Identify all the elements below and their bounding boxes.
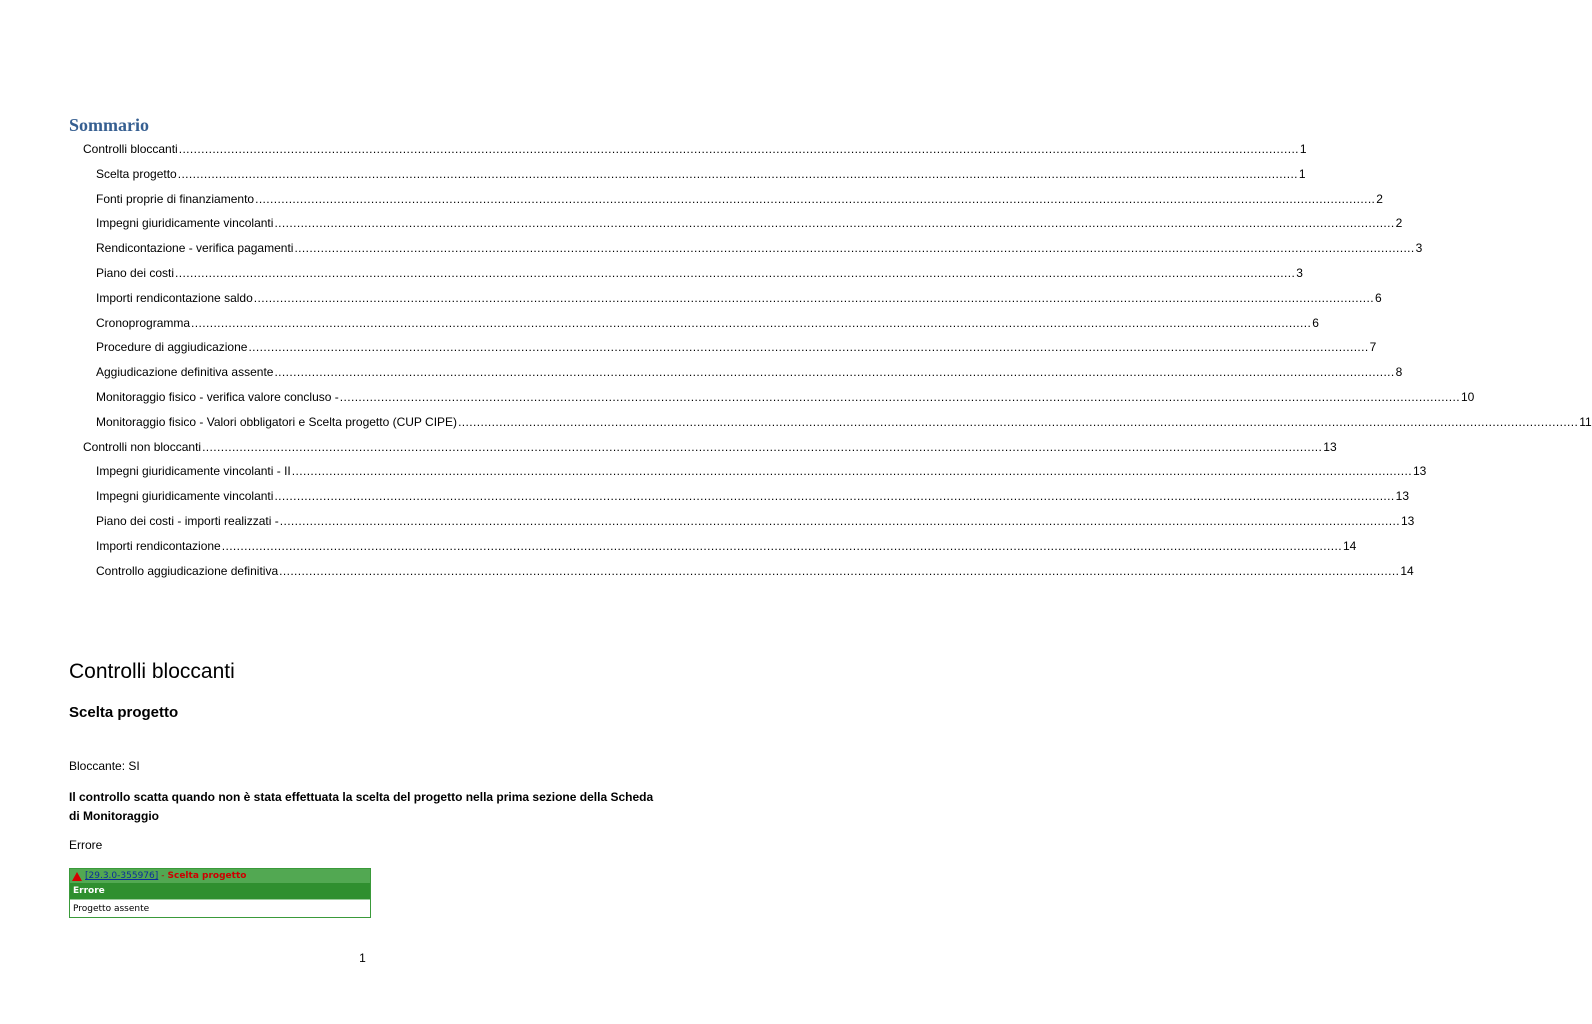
toc-leader-dots: ............................................................................................................................................................................................................................................................................................................	[339, 390, 1460, 404]
toc-entry-page: 2	[1376, 192, 1383, 206]
toc-entry-title: Piano dei costi	[96, 266, 175, 280]
toc-entry-page: 10	[1460, 390, 1475, 404]
toc-leader-dots: ............................................................................................................................................................................................................................................................................................................	[274, 489, 1395, 503]
section-title: Controlli bloccanti	[69, 660, 235, 683]
toc-leader-dots: ............................................................................................................................................................................................................................................................................................................	[191, 316, 1312, 330]
toc-entry-title: Importi rendicontazione	[96, 539, 221, 553]
toc-entry-title: Impegni giuridicamente vincolanti	[96, 489, 274, 503]
toc-leader-dots: ............................................................................................................................................................................................................................................................................................................	[294, 241, 1415, 255]
toc-entry-page: 14	[1342, 539, 1357, 553]
toc-entry[interactable]	[96, 512, 1415, 528]
toc-entry[interactable]	[96, 462, 1427, 478]
toc-entry-title: Cronoprogramma	[96, 316, 191, 330]
toc-entry[interactable]	[96, 239, 1423, 255]
toc-entry-page: 6	[1374, 291, 1382, 305]
toc-entry-page: 13	[1323, 440, 1337, 454]
toc-entry-page: 6	[1312, 316, 1319, 330]
control-description: Il controllo scatta quando non è stata effettuata la scelta del progetto nella prima sezione della Scheda di Monitoraggio	[69, 790, 654, 823]
toc-entry-title: Procedure di aggiudicazione	[96, 340, 248, 354]
toc-leader-dots: ............................................................................................................................................................................................................................................................................................................	[253, 291, 1374, 305]
toc-entry-page: 14	[1400, 564, 1414, 578]
error-code-link[interactable]: [29.3.0-355976]	[85, 871, 159, 881]
toc-entry[interactable]	[96, 338, 1377, 354]
toc-leader-dots: ............................................................................................................................................................................................................................................................................................................	[248, 340, 1369, 354]
toc-entry-page: 8	[1395, 365, 1403, 379]
error-label: Errore	[69, 838, 103, 852]
error-name: Scelta progetto	[167, 871, 247, 881]
toc-entry-title: Monitoraggio fisico - verifica valore concluso -	[96, 390, 339, 404]
error-message: Progetto assente	[70, 899, 370, 918]
toc-leader-dots: ............................................................................................................................................................................................................................................................................................................	[175, 266, 1296, 280]
toc-entry[interactable]	[83, 140, 1307, 156]
toc-entry-title: Scelta progetto	[96, 167, 177, 181]
toc-entry[interactable]	[96, 413, 1592, 429]
toc-entry[interactable]	[96, 487, 1409, 503]
toc-entry-page: 11	[1579, 415, 1592, 429]
toc-leader-dots: ............................................................................................................................................................................................................................................................................................................	[255, 192, 1376, 206]
error-screenshot	[69, 868, 371, 918]
toc-entry[interactable]	[96, 363, 1403, 379]
toc-entry-title: Impegni giuridicamente vincolanti - II	[96, 464, 291, 478]
toc-entry-page: 2	[1395, 216, 1403, 230]
toc-entry-page: 13	[1395, 489, 1409, 503]
toc-entry-title: Piano dei costi - importi realizzati -	[96, 514, 279, 528]
toc-entry[interactable]	[96, 289, 1382, 305]
toc-entry-page: 1	[1299, 142, 1307, 156]
toc-leader-dots: ............................................................................................................................................................................................................................................................................................................	[178, 142, 1299, 156]
toc-leader-dots: ............................................................................................................................................................................................................................................................................................................	[202, 440, 1323, 454]
toc-entry[interactable]	[96, 562, 1414, 578]
toc-entry-title: Importi rendicontazione saldo	[96, 291, 253, 305]
subsection-title: Scelta progetto	[69, 704, 179, 721]
error-title-bar	[70, 869, 370, 883]
toc-entry-page: 1	[1298, 167, 1306, 181]
toc-leader-dots: ............................................................................................................................................................................................................................................................................................................	[291, 464, 1412, 478]
toc-entry-page: 3	[1415, 241, 1423, 255]
toc-entry[interactable]	[96, 214, 1403, 230]
error-header: Errore	[70, 883, 370, 899]
toc-entry[interactable]	[96, 165, 1306, 181]
toc-entry-page: 3	[1296, 266, 1303, 280]
toc-leader-dots: ............................................................................................................................................................................................................................................................................................................	[279, 514, 1400, 528]
toc-entry-title: Fonti proprie di finanziamento	[96, 192, 255, 206]
bloccante-text: Bloccante: SI	[69, 759, 140, 773]
toc-entry-title: Impegni giuridicamente vincolanti	[96, 216, 274, 230]
toc-entry-page: 7	[1369, 340, 1377, 354]
error-separator: -	[161, 871, 165, 881]
toc-entry-title: Controlli bloccanti	[83, 142, 178, 156]
toc-entry-title: Monitoraggio fisico - Valori obbligatori e Scelta progetto (CUP CIPE)	[96, 415, 458, 429]
toc-entry-title: Aggiudicazione definitiva assente	[96, 365, 274, 379]
toc-entry[interactable]	[96, 264, 1303, 280]
toc-entry-title: Controllo aggiudicazione definitiva	[96, 564, 279, 578]
toc-entry-page: 13	[1400, 514, 1415, 528]
toc-entry[interactable]	[83, 438, 1337, 454]
toc-leader-dots: ............................................................................................................................................................................................................................................................................................................	[279, 564, 1400, 578]
toc-entry[interactable]	[96, 537, 1357, 553]
toc-leader-dots: ............................................................................................................................................................................................................................................................................................................	[274, 216, 1395, 230]
toc-entry[interactable]	[96, 314, 1319, 330]
toc-entry-title: Controlli non bloccanti	[83, 440, 202, 454]
toc-entry[interactable]	[96, 388, 1475, 404]
page-number: 1	[359, 951, 366, 965]
toc-entry-page: 13	[1412, 464, 1427, 478]
toc-heading: Sommario	[69, 115, 149, 135]
toc-leader-dots: ............................................................................................................................................................................................................................................................................................................	[458, 415, 1579, 429]
toc-leader-dots: ............................................................................................................................................................................................................................................................................................................	[274, 365, 1395, 379]
toc-leader-dots: ............................................................................................................................................................................................................................................................................................................	[221, 539, 1342, 553]
toc-entry-title: Rendicontazione - verifica pagamenti	[96, 241, 294, 255]
warning-icon	[72, 872, 82, 881]
toc-entry[interactable]	[96, 190, 1383, 206]
toc-leader-dots: ............................................................................................................................................................................................................................................................................................................	[177, 167, 1298, 181]
